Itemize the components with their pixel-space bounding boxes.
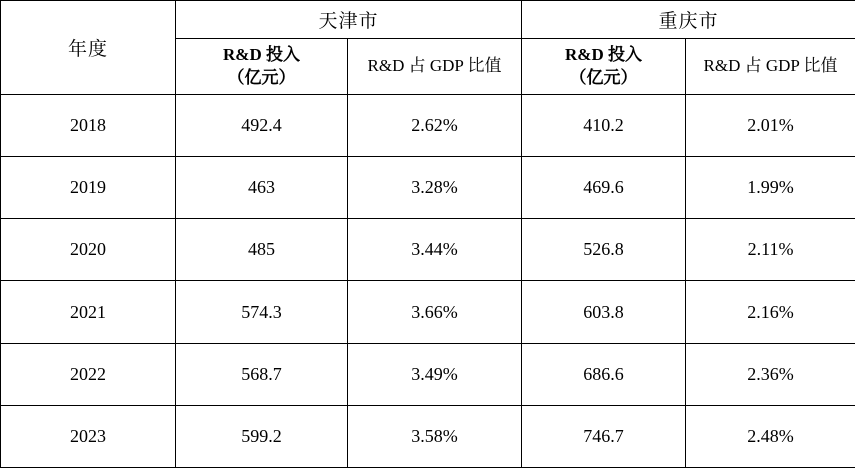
cell-chongqing-ratio: 2.48%	[686, 405, 855, 467]
cell-chongqing-rd: 469.6	[522, 157, 686, 219]
cell-tianjin-ratio: 3.28%	[348, 157, 522, 219]
table-row	[1, 219, 855, 281]
header-tianjin-rd-line1: R&D 投入	[223, 44, 300, 64]
header-tianjin-rd-line2: （亿元）	[227, 67, 296, 87]
cell-chongqing-rd: 603.8	[522, 281, 686, 343]
cell-chongqing-ratio: 2.16%	[686, 281, 855, 343]
header-tianjin-rd	[176, 39, 348, 95]
cell-tianjin-rd: 463	[176, 157, 348, 219]
cell-tianjin-ratio: 3.44%	[348, 219, 522, 281]
cell-year: 2021	[1, 281, 176, 343]
table-row	[1, 157, 855, 219]
cell-year: 2018	[1, 95, 176, 157]
header-chongqing-ratio-line1: R&D 占 GDP 比值	[703, 56, 838, 76]
table-row	[1, 343, 855, 405]
table-header-row-cities	[1, 1, 855, 39]
cell-chongqing-ratio: 2.36%	[686, 343, 855, 405]
cell-year: 2019	[1, 157, 176, 219]
table-row	[1, 405, 855, 467]
cell-tianjin-ratio: 3.49%	[348, 343, 522, 405]
header-year: 年度	[1, 1, 176, 95]
cell-chongqing-ratio: 2.11%	[686, 219, 855, 281]
cell-year: 2022	[1, 343, 176, 405]
cell-chongqing-rd: 526.8	[522, 219, 686, 281]
cell-tianjin-ratio: 3.66%	[348, 281, 522, 343]
cell-tianjin-ratio: 2.62%	[348, 95, 522, 157]
header-tianjin-ratio	[348, 39, 522, 95]
cell-tianjin-rd: 599.2	[176, 405, 348, 467]
table-row	[1, 281, 855, 343]
cell-chongqing-rd: 686.6	[522, 343, 686, 405]
header-chongqing-rd	[522, 39, 686, 95]
table-body	[1, 95, 855, 468]
cell-tianjin-rd: 568.7	[176, 343, 348, 405]
header-city-tianjin: 天津市	[176, 1, 522, 39]
cell-chongqing-ratio: 1.99%	[686, 157, 855, 219]
cell-chongqing-ratio: 2.01%	[686, 95, 855, 157]
header-chongqing-rd-line2: （亿元）	[569, 67, 638, 87]
cell-chongqing-rd: 746.7	[522, 405, 686, 467]
cell-tianjin-rd: 485	[176, 219, 348, 281]
cell-chongqing-rd: 410.2	[522, 95, 686, 157]
cell-tianjin-rd: 574.3	[176, 281, 348, 343]
cell-tianjin-rd: 492.4	[176, 95, 348, 157]
header-chongqing-ratio	[686, 39, 855, 95]
cell-year: 2023	[1, 405, 176, 467]
table-row	[1, 95, 855, 157]
header-chongqing-rd-line1: R&D 投入	[565, 44, 642, 64]
cell-year: 2020	[1, 219, 176, 281]
header-city-chongqing: 重庆市	[522, 1, 855, 39]
header-tianjin-ratio-line1: R&D 占 GDP 比值	[367, 56, 502, 76]
cell-tianjin-ratio: 3.58%	[348, 405, 522, 467]
